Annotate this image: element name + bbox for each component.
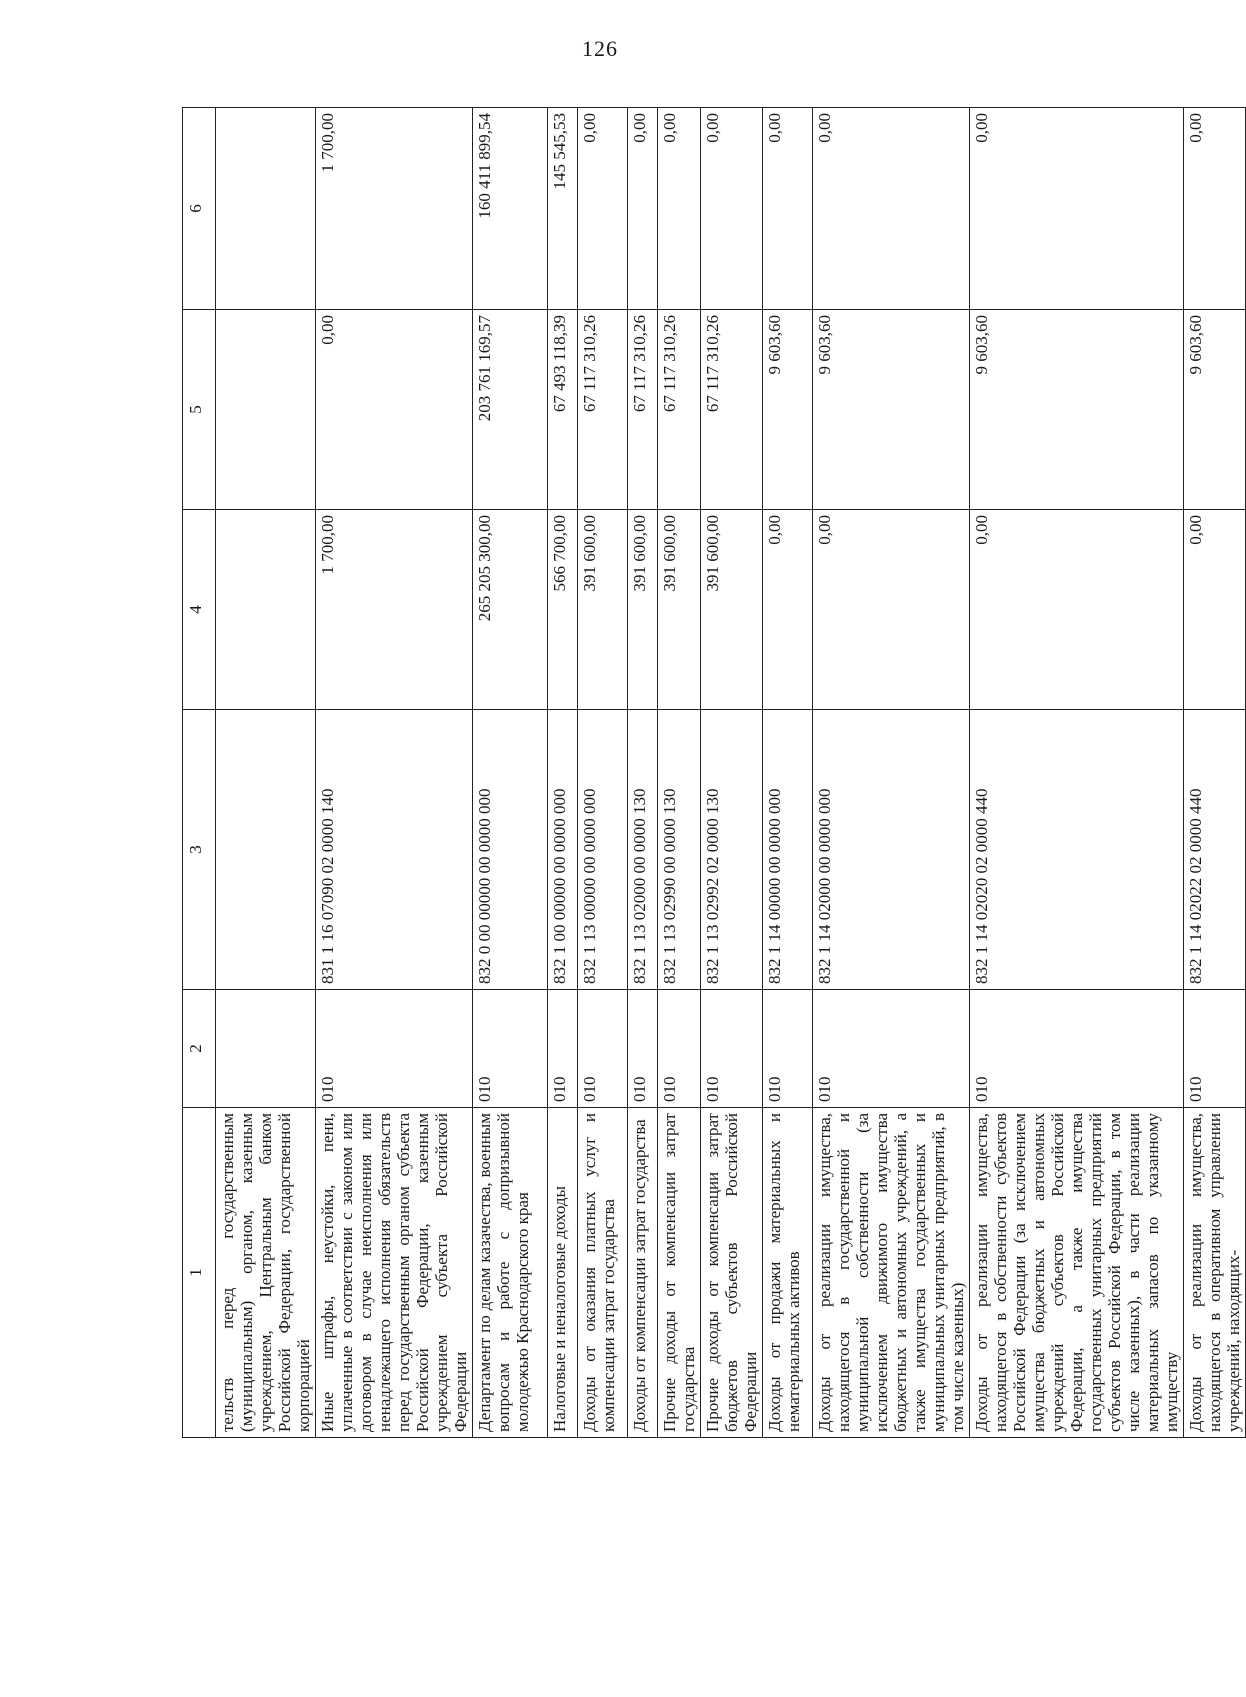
table-row [628, 108, 658, 1438]
table-row [1184, 108, 1246, 1438]
row-value-5: 67 117 310,26 [578, 310, 628, 510]
row-line-code: 010 [473, 990, 548, 1108]
col-header-2: 2 [183, 990, 216, 1108]
row-value-4: 0,00 [763, 510, 813, 710]
row-line-code: 010 [578, 990, 628, 1108]
row-value-6: 0,00 [658, 108, 701, 310]
row-line-code [216, 990, 316, 1108]
row-value-4: 265 205 300,00 [473, 510, 548, 710]
row-budget-code: 832 1 13 00000 00 0000 000 [578, 710, 628, 990]
row-value-6: 0,00 [578, 108, 628, 310]
row-budget-code: 832 1 13 02992 02 0000 130 [701, 710, 763, 990]
table-row [473, 108, 548, 1438]
table-row [970, 108, 1184, 1438]
row-budget-code: 832 1 00 00000 00 0000 000 [548, 710, 578, 990]
row-description: Доходы от реализации имущества, находящегося в государственной и муниципальной собственности (за исключением движимого имущества бюджетных и автономных учреждений, а также имущества государственных и муниципальных унитарных предприятий, в том числе казенных) [813, 1108, 970, 1438]
row-value-4 [216, 510, 316, 710]
table-row [216, 108, 316, 1438]
row-line-code: 010 [813, 990, 970, 1108]
row-budget-code: 832 1 13 02990 00 0000 130 [658, 710, 701, 990]
row-value-4: 391 600,00 [701, 510, 763, 710]
row-description: Прочие доходы от компенсации затрат государства [658, 1108, 701, 1438]
row-budget-code [216, 710, 316, 990]
row-description: Иные штрафы, неустойки, пени, уплаченные в соответствии с законом или договором в случае неисполнения или ненадлежащего исполнения обязательств перед государственным органом субъекта Российской Федерации, казенным учреждением субъекта Российской Федерации [316, 1108, 473, 1438]
row-line-code: 010 [1184, 990, 1246, 1108]
col-header-4: 4 [183, 510, 216, 710]
row-description: Департамент по делам казачества, военным вопросам и работе с допризывной молодежью Краснодарского края [473, 1108, 548, 1438]
row-budget-code: 832 1 13 02000 00 0000 130 [628, 710, 658, 990]
row-value-4: 1 700,00 [316, 510, 473, 710]
table-header-row [183, 108, 216, 1438]
row-value-6: 160 411 899,54 [473, 108, 548, 310]
row-value-5 [216, 310, 316, 510]
col-header-5: 5 [183, 310, 216, 510]
row-budget-code: 831 1 16 07090 02 0000 140 [316, 710, 473, 990]
row-description: тельств перед государственным (муниципальным) органом, казенным учреждением, Центральным банком Российской Федерации, государственной корпорацией [216, 1108, 316, 1438]
row-value-6: 0,00 [1184, 108, 1246, 310]
table-row [813, 108, 970, 1438]
row-description: Доходы от продажи материальных и нематериальных активов [763, 1108, 813, 1438]
row-value-5: 67 117 310,26 [701, 310, 763, 510]
row-value-6: 0,00 [701, 108, 763, 310]
row-value-4: 0,00 [813, 510, 970, 710]
row-value-4: 0,00 [1184, 510, 1246, 710]
revenue-table [182, 107, 1246, 1438]
table-row [548, 108, 578, 1438]
table-row [578, 108, 628, 1438]
row-value-4: 391 600,00 [578, 510, 628, 710]
row-line-code: 010 [548, 990, 578, 1108]
table-row [763, 108, 813, 1438]
row-value-4: 391 600,00 [628, 510, 658, 710]
row-description: Доходы от компенсации затрат государства [628, 1108, 658, 1438]
row-line-code: 010 [701, 990, 763, 1108]
row-description: Доходы от реализации имущества, находящегося в собственности субъектов Российской Федерации (за исключением имущества бюджетных и автономных учреждений субъектов Российской Федерации, а также имущества государственных унитарных предприятий субъектов Российской Федерации, в том числе казенных), в части реализации материальных запасов по указанному имуществу [970, 1108, 1184, 1438]
row-value-5: 0,00 [316, 310, 473, 510]
row-value-6: 0,00 [763, 108, 813, 310]
table-row [658, 108, 701, 1438]
row-value-4: 566 700,00 [548, 510, 578, 710]
row-value-5: 9 603,60 [763, 310, 813, 510]
row-value-5: 67 493 118,39 [548, 310, 578, 510]
row-value-5: 67 117 310,26 [658, 310, 701, 510]
row-description: Налоговые и неналоговые доходы [548, 1108, 578, 1438]
table-row [316, 108, 473, 1438]
row-value-6: 0,00 [970, 108, 1184, 310]
table-row [701, 108, 763, 1438]
row-value-4: 0,00 [970, 510, 1184, 710]
row-value-6: 1 700,00 [316, 108, 473, 310]
row-value-6: 0,00 [628, 108, 658, 310]
row-value-4: 391 600,00 [658, 510, 701, 710]
row-budget-code: 832 1 14 02000 00 0000 000 [813, 710, 970, 990]
row-description: Доходы от оказания платных услуг и компенсации затрат государства [578, 1108, 628, 1438]
col-header-6: 6 [183, 108, 216, 310]
row-budget-code: 832 1 14 02020 02 0000 440 [970, 710, 1184, 990]
page-number: 126 [582, 36, 618, 61]
row-line-code: 010 [628, 990, 658, 1108]
row-value-6 [216, 108, 316, 310]
row-value-5: 9 603,60 [970, 310, 1184, 510]
row-line-code: 010 [316, 990, 473, 1108]
row-line-code: 010 [763, 990, 813, 1108]
row-line-code: 010 [970, 990, 1184, 1108]
row-value-6: 145 545,53 [548, 108, 578, 310]
row-budget-code: 832 1 14 02022 02 0000 440 [1184, 710, 1246, 990]
row-line-code: 010 [658, 990, 701, 1108]
row-value-5: 9 603,60 [813, 310, 970, 510]
row-description: Доходы от реализации имущества, находящегося в оперативном управлении учреждений, находящих- [1184, 1108, 1246, 1438]
row-budget-code: 832 1 14 00000 00 0000 000 [763, 710, 813, 990]
row-value-5: 67 117 310,26 [628, 310, 658, 510]
row-value-6: 0,00 [813, 108, 970, 310]
col-header-1: 1 [183, 1108, 216, 1438]
row-description: Прочие доходы от компенсации затрат бюджетов субъектов Российской Федерации [701, 1108, 763, 1438]
row-value-5: 9 603,60 [1184, 310, 1246, 510]
rotated-table-wrapper [182, 108, 1243, 1438]
row-budget-code: 832 0 00 00000 00 0000 000 [473, 710, 548, 990]
row-value-5: 203 761 169,57 [473, 310, 548, 510]
col-header-3: 3 [183, 710, 216, 990]
